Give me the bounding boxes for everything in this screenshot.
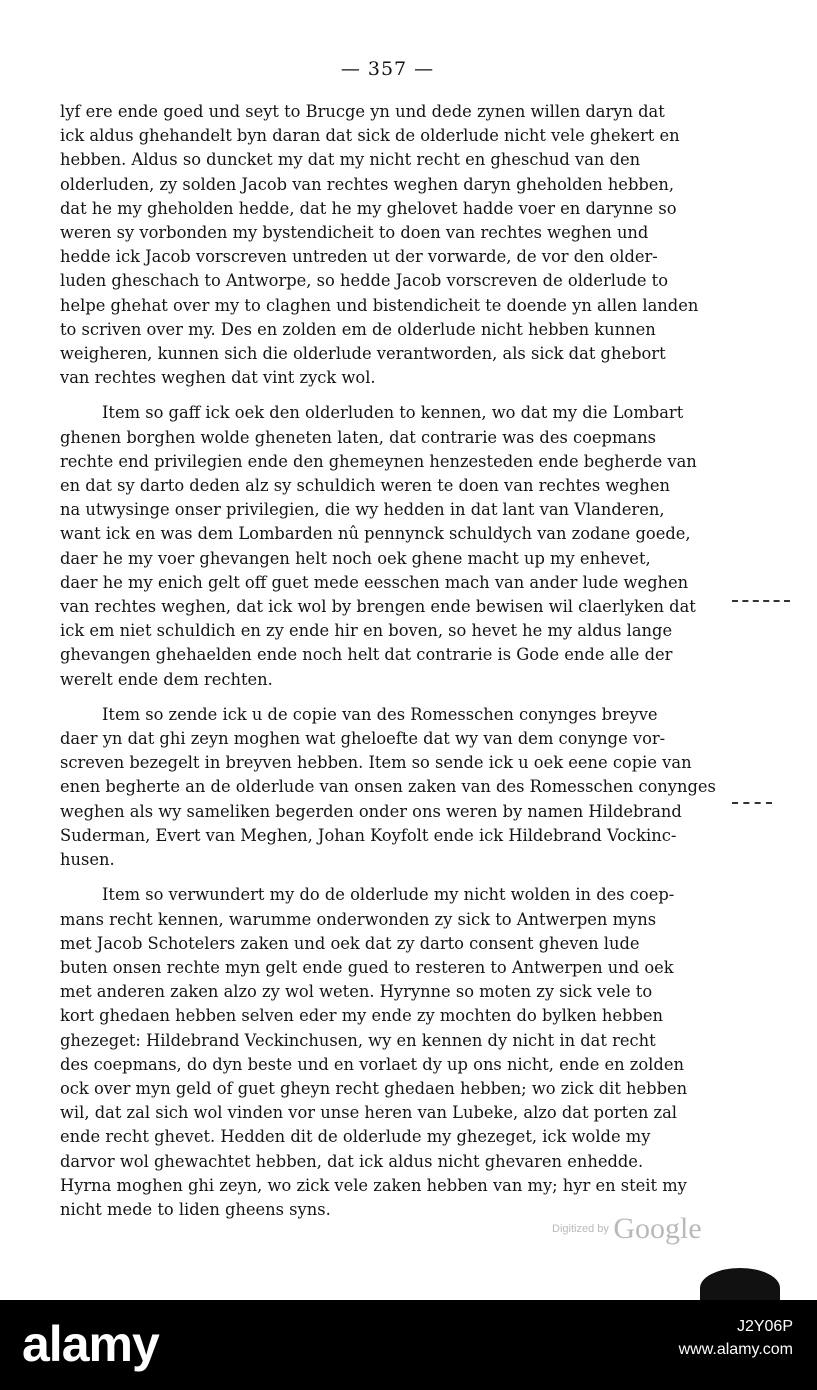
text-line: screven bezegelt in breyven hebben. Item so sende ick u oek eene copie van (60, 753, 692, 773)
text-line: ock over myn geld of guet gheyn recht ghedaen hebben; wo zick dit hebben (60, 1078, 688, 1098)
text-line: weren sy vorbonden my bystendicheit to doen van rechtes weghen und (60, 223, 649, 243)
text-line: mans recht kennen, warumme onderwonden zy sick to Antwerpen myns (60, 909, 657, 929)
text-line: weghen als wy sameliken begerden onder ons weren by namen Hildebrand (60, 801, 682, 821)
text-line: ick em niet schuldich en zy ende hir en boven, so hevet he my aldus lange (60, 621, 673, 641)
text-line: to scriven over my. Des en zolden em de olderlude nicht hebben kunnen (60, 319, 656, 339)
body-text (60, 100, 725, 1233)
text-line: weigheren, kunnen sich die olderlude verantworden, als sick dat ghebort (60, 344, 666, 364)
text-line: met Jacob Schotelers zaken und oek dat zy darto consent gheven lude (60, 933, 640, 953)
stock-image-code (679, 1318, 793, 1359)
paragraph (60, 100, 725, 390)
text-line: lyf ere ende goed und seyt to Brucge yn und dede zynen willen daryn dat (60, 102, 665, 121)
margin-dash-mark (732, 600, 790, 604)
alamy-logo: alamy (22, 1316, 159, 1372)
text-line: en dat sy darto deden alz sy schuldich weren te doen van rechtes weghen (60, 476, 670, 496)
text-line: van rechtes weghen dat vint zyck wol. (60, 368, 376, 388)
text-line: dat he my gheholden hedde, dat he my ghelovet hadde voer en darynne so (60, 198, 677, 218)
text-line: met anderen zaken alzo zy wol weten. Hyrynne so moten zy sick vele to (60, 982, 653, 1002)
text-line: kort ghedaen hebben selven eder my ende zy mochten do bylken hebben (60, 1006, 664, 1026)
text-line: Hyrna moghen ghi zeyn, wo zick vele zaken hebben van my; hyr en steit my (60, 1175, 687, 1195)
text-line: Item so gaff ick oek den olderluden to kennen, wo dat my die Lombart (102, 403, 684, 423)
text-line: na utwysinge onser privilegien, die wy hedden in dat lant van Vlanderen, (60, 500, 665, 520)
text-line: ghezeget: Hildebrand Veckinchusen, wy en kennen dy nicht in dat recht (60, 1030, 656, 1050)
text-line: rechte end privilegien ende den ghemeynen henzesteden ende begherde van (60, 451, 697, 471)
text-line: werelt ende dem rechten. (60, 669, 273, 689)
digitized-by-text: Digitized by (552, 1223, 609, 1235)
text-line: ende recht ghevet. Hedden dit de olderlude my ghezeget, ick wolde my (60, 1127, 651, 1147)
text-line: ick aldus ghehandelt byn daran dat sick de olderlude nicht vele ghekert en (60, 126, 680, 146)
text-line: wil, dat zal sich wol vinden vor unse heren van Lubeke, alzo dat porten zal (60, 1103, 678, 1123)
text-line: daer he my enich gelt off guet mede eesschen mach van ander lude weghen (60, 572, 689, 592)
digitized-by-google-mark (552, 1212, 702, 1246)
text-line: darvor wol ghewachtet hebben, dat ick aldus nicht ghevaren enhedde. (60, 1151, 644, 1171)
stock-image-id: J2Y06P (736, 1318, 793, 1335)
text-line: buten onsen rechte myn gelt ende gued to resteren to Antwerpen und oek (60, 957, 674, 977)
paragraph (60, 401, 725, 691)
text-line: want ick en was dem Lombarden nû pennynck schuldych van zodane goede, (60, 524, 691, 544)
text-line: husen. (60, 850, 115, 870)
text-line: des coepmans, do dyn beste und en vorlaet dy up ons nicht, ende en zolden (60, 1054, 684, 1074)
paragraph (60, 883, 725, 1222)
text-line: ghenen borghen wolde gheneten laten, dat contrarie was des coepmans (60, 427, 656, 447)
text-line: hedde ick Jacob vorscreven untreden ut der vorwarde, de vor den older- (60, 247, 658, 267)
text-line: Item so verwundert my do de olderlude my nicht wolden in des coep- (102, 885, 675, 905)
stock-site-url: www.alamy.com (678, 1341, 793, 1358)
text-line: Item so zende ick u de copie van des Romesschen conynges breyve (102, 704, 658, 724)
margin-dash-mark (732, 802, 772, 806)
text-line: olderluden, zy solden Jacob van rechtes weghen daryn gheholden hebben, (60, 174, 675, 194)
page-number: — 357 — (340, 58, 435, 80)
text-line: daer yn dat ghi zeyn moghen wat gheloefte dat wy van dem conynge vor- (60, 729, 666, 749)
text-line: van rechtes weghen, dat ick wol by brengen ende bewisen wil claerlyken dat (60, 597, 696, 617)
text-line: ghevangen ghehaelden ende noch helt dat contrarie is Gode ende alle der (60, 645, 673, 665)
text-line: daer he my voer ghevangen helt noch oek ghene macht up my enhevet, (60, 548, 651, 568)
google-logo-text: Google (613, 1212, 702, 1245)
text-line: Suderman, Evert van Meghen, Johan Koyfolt ende ick Hildebrand Vockinc- (60, 825, 677, 845)
text-line: enen begherte an de olderlude van onsen zaken van des Romesschen conynges (60, 777, 716, 797)
paragraph (60, 703, 725, 872)
text-line: luden gheschach to Antworpe, so hedde Jacob vorscreven de olderlude to (60, 271, 669, 291)
text-line: nicht mede to liden gheens syns. (60, 1199, 331, 1219)
text-line: hebben. Aldus so duncket my dat my nicht recht en gheschud van den (60, 150, 641, 170)
text-line: helpe ghehat over my to claghen und bistendicheit te doende yn allen landen (60, 295, 699, 315)
